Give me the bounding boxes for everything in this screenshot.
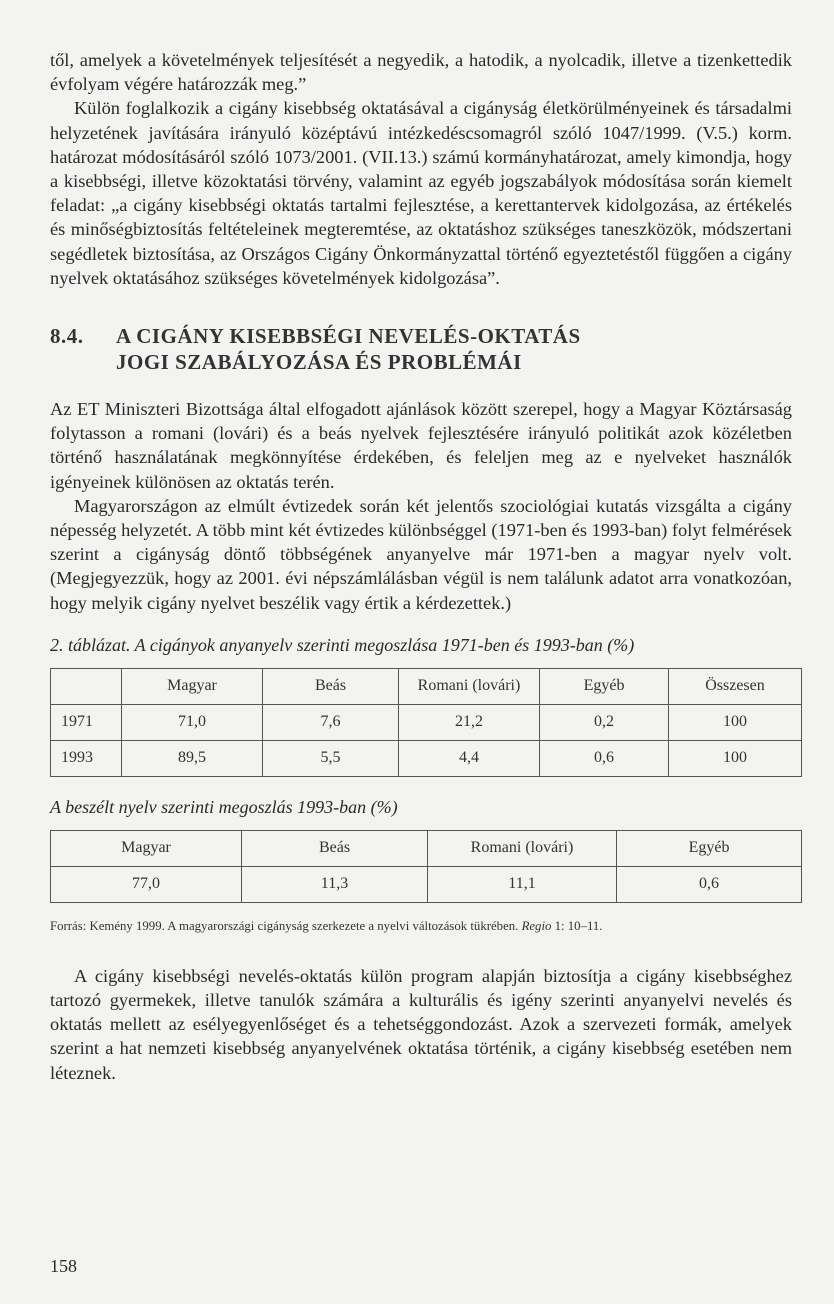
table-cell: 7,6 <box>263 704 399 740</box>
table-header-cell: Egyéb <box>617 830 802 866</box>
table-header-cell: Romani (lovári) <box>399 668 540 704</box>
table-cell: 71,0 <box>122 704 263 740</box>
mother-tongue-table <box>50 668 802 777</box>
section-number: 8.4. <box>50 324 84 349</box>
table-cell: 100 <box>669 704 802 740</box>
table-header-cell: Magyar <box>51 830 242 866</box>
paragraph-et-recommendations: Az ET Miniszteri Bizottsága által elfogadott ajánlások között szerepel, hogy a Magyar Köztársaság folytasson a romani (lovári) és a beás nyelvek fejlesztésére irányuló politikát azok közéletben történő használatának megkönnyítése érdekében, és feleljen meg az e nyelveket használók igényeinek különösen az oktatás terén. <box>50 399 792 492</box>
source-issue: 1: 10–11. <box>551 918 603 933</box>
table-header-row <box>51 830 802 866</box>
table-cell: 89,5 <box>122 740 263 776</box>
table-cell: 5,5 <box>263 740 399 776</box>
table-header-cell <box>51 668 122 704</box>
table-cell: 1993 <box>51 740 122 776</box>
table-cell: 0,2 <box>540 704 669 740</box>
section-heading <box>50 323 792 375</box>
table-cell: 0,6 <box>617 866 802 902</box>
table-cell: 77,0 <box>51 866 242 902</box>
spoken-language-table <box>50 830 802 903</box>
section-title-line1: A CIGÁNY KISEBBSÉGI NEVELÉS-OKTATÁS <box>116 324 581 349</box>
table-cell: 0,6 <box>540 740 669 776</box>
table1-caption: 2. táblázat. A cigányok anyanyelv szerinti megoszlása 1971-ben és 1993-ban (%) <box>50 634 635 655</box>
table-row <box>51 740 802 776</box>
source-text: Forrás: Kemény 1999. A magyarországi cigányság szerkezete a nyelvi változások tükrében. <box>50 918 522 933</box>
table-header-cell: Beás <box>242 830 428 866</box>
table-header-cell: Egyéb <box>540 668 669 704</box>
table-cell: 100 <box>669 740 802 776</box>
table-header-cell: Összesen <box>669 668 802 704</box>
table-cell: 1971 <box>51 704 122 740</box>
source-note <box>50 919 792 934</box>
table-header-cell: Romani (lovári) <box>428 830 617 866</box>
table-cell: 21,2 <box>399 704 540 740</box>
page-body <box>50 48 792 1085</box>
table-row <box>51 704 802 740</box>
table-header-row <box>51 668 802 704</box>
section-title <box>116 323 581 375</box>
table-header-cell: Magyar <box>122 668 263 704</box>
table-cell: 4,4 <box>399 740 540 776</box>
table-row <box>51 866 802 902</box>
table2-caption: A beszélt nyelv szerinti megoszlás 1993-ban (%) <box>50 796 398 817</box>
source-journal: Regio <box>521 918 552 933</box>
page-number: 158 <box>50 1256 77 1276</box>
table-cell: 11,3 <box>242 866 428 902</box>
table-header-cell: Beás <box>263 668 399 704</box>
paragraph-research: Magyarországon az elmúlt évtizedek során két jelentős szociológiai kutatás vizsgálta a cigány népesség helyzetét. A több mint két évtizedes különbséggel (1971-ben és 1993-ban) folyt felmérések szerint a cigányság döntő többségének anyanyelve már 1971-ben a magyar nyelv volt. (Megjegyezzük, hogy az 2001. évi népszámlálásban végül is nem találunk adatot arra vonatkozóan, hogy melyik cigány nyelvet beszélik vagy értik a kérdezettek.) <box>50 495 792 613</box>
section-title-line2: JOGI SZABÁLYOZÁSA ÉS PROBLÉMÁI <box>116 350 522 375</box>
table-cell: 11,1 <box>428 866 617 902</box>
paragraph-continuation: től, amelyek a követelmények teljesítését a negyedik, a hatodik, a nyolcadik, illetve a tizenkettedik évfolyam végére határozzák meg.” <box>50 50 792 95</box>
paragraph-final: A cigány kisebbségi nevelés-oktatás külön program alapján biztosítja a cigány kisebbséghez tartozó gyermekek, illetve tanulók számára a kulturális és igény szerinti anyanyelvi nevelés és oktatás mellett az esélyegyenlőséget és a tehetséggondozást. Azok a szervezeti formák, amelyek szerint a hat nemzeti kisebbség anyanyelvének oktatása történik, a cigány kisebbség esetében nem léteznek. <box>50 965 792 1083</box>
paragraph-government-decree: Külön foglalkozik a cigány kisebbség oktatásával a cigányság életkörülményeinek és társadalmi helyzetének javítására irányuló középtávú intézkedéscsomagról szóló 1047/1999. (V.5.) korm. határozat módosításáról szóló 1073/2001. (VII.13.) számú kormányhatározat, amely kimondja, hogy a kisebbségi, illetve közoktatási törvény, valamint az egyéb jogszabályok módosítása során kiemelt feladat: „a cigány kisebbségi oktatás tartalmi fejlesztése, a kerettantervek kidolgozása, az értékelés és minőségbiztosítás feltételeinek megteremtése, az oktatáshoz szükséges taneszközök, módszertani segédletek biztosítása, az Országos Cigány Önkormányzattal történő egyeztetéstől függően a cigány nyelvek oktatásához szükséges követelmények kidolgozása”. <box>50 98 792 288</box>
